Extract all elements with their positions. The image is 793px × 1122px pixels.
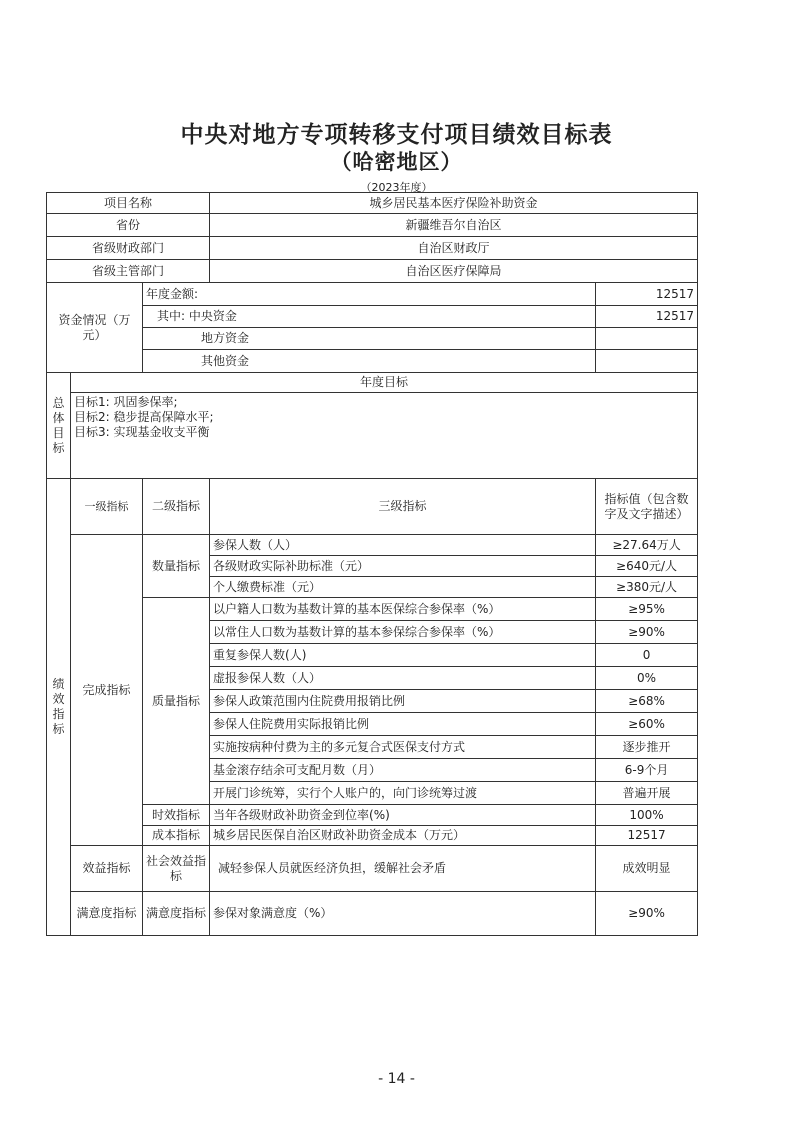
table-row <box>47 535 698 556</box>
completion-indicator-label: 完成指标 <box>71 535 143 846</box>
table-row <box>47 237 698 260</box>
central-funds-value: 12517 <box>596 306 698 328</box>
indicator-name: 参保对象满意度（%） <box>210 892 596 936</box>
year-label: （2023年度） <box>360 181 433 194</box>
level1-header: 一级指标 <box>71 479 143 535</box>
table-row <box>47 350 698 373</box>
indicator-name: 减轻参保人员就医经济负担，缓解社会矛盾 <box>210 846 596 892</box>
indicator-value: ≥27.64万人 <box>596 535 698 556</box>
satisfaction-sub-label: 满意度指标 <box>143 892 210 936</box>
indicator-name: 实施按病种付费为主的多元复合式医保支付方式 <box>210 736 596 759</box>
indicator-value: 6-9个月 <box>596 759 698 782</box>
table-row <box>47 373 698 393</box>
table-row <box>47 892 698 936</box>
table-row <box>47 826 698 846</box>
page-subtitle: （哈密地区） <box>330 150 463 174</box>
admin-dept-label: 省级主管部门 <box>47 260 210 283</box>
timeliness-indicator-label: 时效指标 <box>143 805 210 826</box>
local-funds-value <box>596 328 698 350</box>
level3-header: 三级指标 <box>210 479 596 535</box>
goal-item: 目标1: 巩固参保率; <box>74 395 178 409</box>
indicator-value: ≥60% <box>596 713 698 736</box>
admin-dept-value: 自治区医疗保障局 <box>210 260 698 283</box>
indicator-name: 参保人住院费用实际报销比例 <box>210 713 596 736</box>
other-funds-label: 其他资金 <box>143 350 596 373</box>
indicator-value: 12517 <box>596 826 698 846</box>
indicator-value-header: 指标值（包含数字及文字描述） <box>596 479 698 535</box>
indicator-value: ≥90% <box>596 621 698 644</box>
funds-label: 资金情况（万元） <box>47 283 143 373</box>
performance-goal-table <box>46 192 698 936</box>
table-row <box>47 846 698 892</box>
indicator-name: 基金滚存结余可支配月数（月） <box>210 759 596 782</box>
table-row <box>47 393 698 479</box>
indicator-value: ≥90% <box>596 892 698 936</box>
table-row <box>47 260 698 283</box>
indicator-name: 虚报参保人数（人） <box>210 667 596 690</box>
project-name-label: 项目名称 <box>47 193 210 214</box>
indicator-name: 城乡居民医保自治区财政补助资金成本（万元） <box>210 826 596 846</box>
table-row <box>47 479 698 535</box>
indicator-value: 成效明显 <box>596 846 698 892</box>
finance-dept-label: 省级财政部门 <box>47 237 210 260</box>
table-row <box>47 598 698 621</box>
indicator-value: 逐步推开 <box>596 736 698 759</box>
indicator-name: 参保人政策范围内住院费用报销比例 <box>210 690 596 713</box>
indicator-value: 0% <box>596 667 698 690</box>
indicator-name: 各级财政实际补助标准（元） <box>210 556 596 577</box>
indicator-name: 以常住人口数为基数计算的基本参保综合参保率（%） <box>210 621 596 644</box>
other-funds-value <box>596 350 698 373</box>
page-title: 中央对地方专项转移支付项目绩效目标表 <box>180 122 613 148</box>
table-row <box>47 214 698 237</box>
table-row <box>47 283 698 306</box>
indicator-value: ≥640元/人 <box>596 556 698 577</box>
quantity-indicator-label: 数量指标 <box>143 535 210 598</box>
cost-indicator-label: 成本指标 <box>143 826 210 846</box>
indicator-name: 参保人数（人） <box>210 535 596 556</box>
table-row <box>47 805 698 826</box>
province-label: 省份 <box>47 214 210 237</box>
table-row <box>47 328 698 350</box>
page-number: - 14 - <box>378 1071 415 1087</box>
indicator-value: 100% <box>596 805 698 826</box>
indicator-value: ≥380元/人 <box>596 577 698 598</box>
indicator-value: 普遍开展 <box>596 782 698 805</box>
central-funds-label: 其中: 中央资金 <box>143 306 596 328</box>
annual-amount-value: 12517 <box>596 283 698 306</box>
goal-item: 目标3: 实现基金收支平衡 <box>74 425 210 439</box>
goal-list <box>71 393 698 479</box>
annual-amount-label: 年度金额: <box>143 283 596 306</box>
indicator-value: ≥68% <box>596 690 698 713</box>
performance-table-wrapper <box>46 192 697 932</box>
overall-goal-label: 总体目标 <box>47 373 71 479</box>
local-funds-label: 地方资金 <box>143 328 596 350</box>
finance-dept-value: 自治区财政厅 <box>210 237 698 260</box>
indicator-value: ≥95% <box>596 598 698 621</box>
annual-goal-header: 年度目标 <box>71 373 698 393</box>
indicator-name: 重复参保人数(人) <box>210 644 596 667</box>
satisfaction-indicator-label: 满意度指标 <box>71 892 143 936</box>
project-name-value: 城乡居民基本医疗保险补助资金 <box>210 193 698 214</box>
indicator-name: 以户籍人口数为基数计算的基本医保综合参保率（%） <box>210 598 596 621</box>
benefit-indicator-label: 效益指标 <box>71 846 143 892</box>
indicator-name: 开展门诊统筹，实行个人账户的，向门诊统筹过渡 <box>210 782 596 805</box>
quality-indicator-label: 质量指标 <box>143 598 210 805</box>
table-row <box>47 306 698 328</box>
goal-item: 目标2: 稳步提高保障水平; <box>74 410 214 424</box>
social-benefit-label: 社会效益指标 <box>143 846 210 892</box>
table-row <box>47 193 698 214</box>
province-value: 新疆维吾尔自治区 <box>210 214 698 237</box>
indicator-name: 当年各级财政补助资金到位率(%) <box>210 805 596 826</box>
indicators-label: 绩效指标 <box>47 479 71 936</box>
indicator-value: 0 <box>596 644 698 667</box>
indicator-name: 个人缴费标准（元） <box>210 577 596 598</box>
level2-header: 二级指标 <box>143 479 210 535</box>
